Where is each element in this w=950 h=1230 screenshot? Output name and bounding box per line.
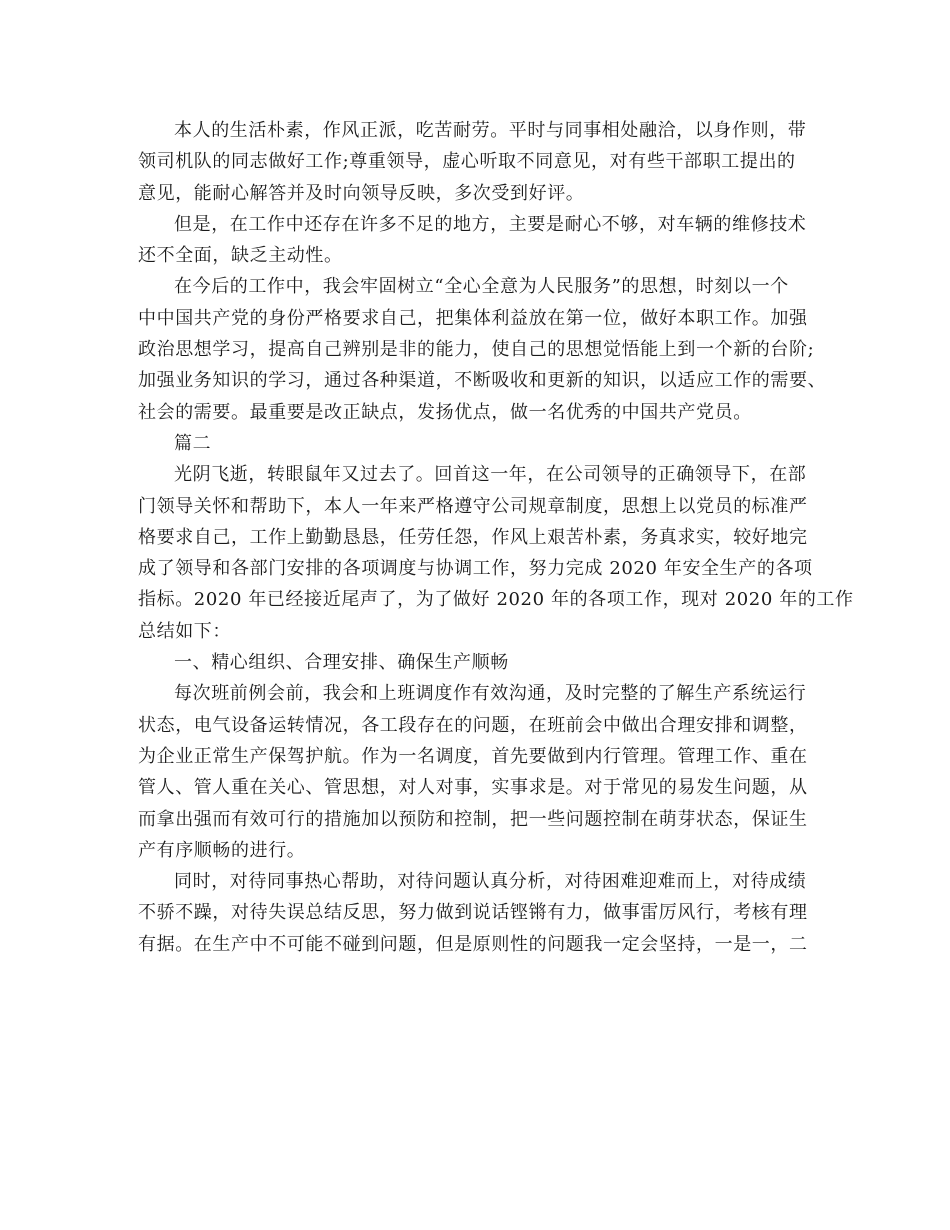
text-line: 管人、管人重在关心、管思想，对人对事，实事求是。对于常见的易发生问题，从 [138,777,808,799]
text-line: 有据。在生产中不可能不碰到问题，但是原则性的问题我一定会坚持，一是一，二 [138,933,808,955]
text-line: 成了领导和各部门安排的各项调度与协调工作，努力完成 2020 年安全生产的各项 [138,558,813,580]
text-line: 意见，能耐心解答并及时向领导反映，多次受到好评。 [138,182,585,204]
text-line: 光阴飞逝，转眼鼠年又过去了。回首这一年，在公司领导的正确领导下，在部 [174,464,807,486]
text-line: 产有序顺畅的进行。 [138,839,306,861]
text-line: 总结如下： [138,620,231,642]
text-line: 中中国共产党的身份严格要求自己，把集体利益放在第一位，做好本职工作。加强 [138,307,808,329]
text-line: 加强业务知识的学习，通过各种渠道，不断吸收和更新的知识，以适应工作的需要、 [138,370,827,392]
text-line: 本人的生活朴素，作风正派，吃苦耐劳。平时与同事相处融洽，以身作则，带 [174,120,807,141]
text-line: 状态，电气设备运转情况，各工段存在的问题，在班前会中做出合理安排和调整， [138,714,808,736]
text-line: 格要求自己，工作上勤勤恳恳，任劳任怨，作风上艰苦朴素，务真求实，较好地完 [138,526,808,548]
document-body [138,115,854,960]
text-line: 但是，在工作中还存在许多不足的地方，主要是耐心不够，对车辆的维修技术 [174,213,807,235]
text-line: 指标。2020 年已经接近尾声了，为了做好 2020 年的各项工作，现对 2020 年的工作 [138,589,854,611]
text-line: 一、精心组织、合理安排、确保生产顺畅 [174,652,509,674]
text-line: 在今后的工作中，我会牢固树立“全心全意为人民服务”的思想，时刻以一个 [174,276,789,298]
text-line: 为企业正常生产保驾护航。作为一名调度，首先要做到内行管理。管理工作、重在 [138,745,808,767]
text-line: 而拿出强而有效可行的措施加以预防和控制，把一些问题控制在萌芽状态，保证生 [138,808,808,830]
text-line: 政治思想学习，提高自己辨别是非的能力，使自己的思想觉悟能上到一个新的台阶; [138,339,815,361]
text-line: 不骄不躁，对待失误总结反思，努力做到说话铿锵有力，做事雷厉风行，考核有理 [138,902,808,924]
text-line: 每次班前例会前，我会和上班调度作有效沟通，及时完整的了解生产系统运行 [174,683,807,705]
text-line: 同时，对待同事热心帮助，对待问题认真分析，对待困难迎难而上，对待成绩 [174,871,807,893]
text-line: 篇二 [174,432,212,454]
text-line: 领司机队的同志做好工作;尊重领导，虚心听取不同意见，对有些干部职工提出的 [138,151,796,173]
text-line: 还不全面，缺乏主动性。 [138,245,343,267]
text-line: 社会的需要。最重要是改正缺点，发扬优点，做一名优秀的中国共产党员。 [138,401,752,423]
text-line: 门领导关怀和帮助下，本人一年来严格遵守公司规章制度，思想上以党员的标准严 [138,495,808,517]
